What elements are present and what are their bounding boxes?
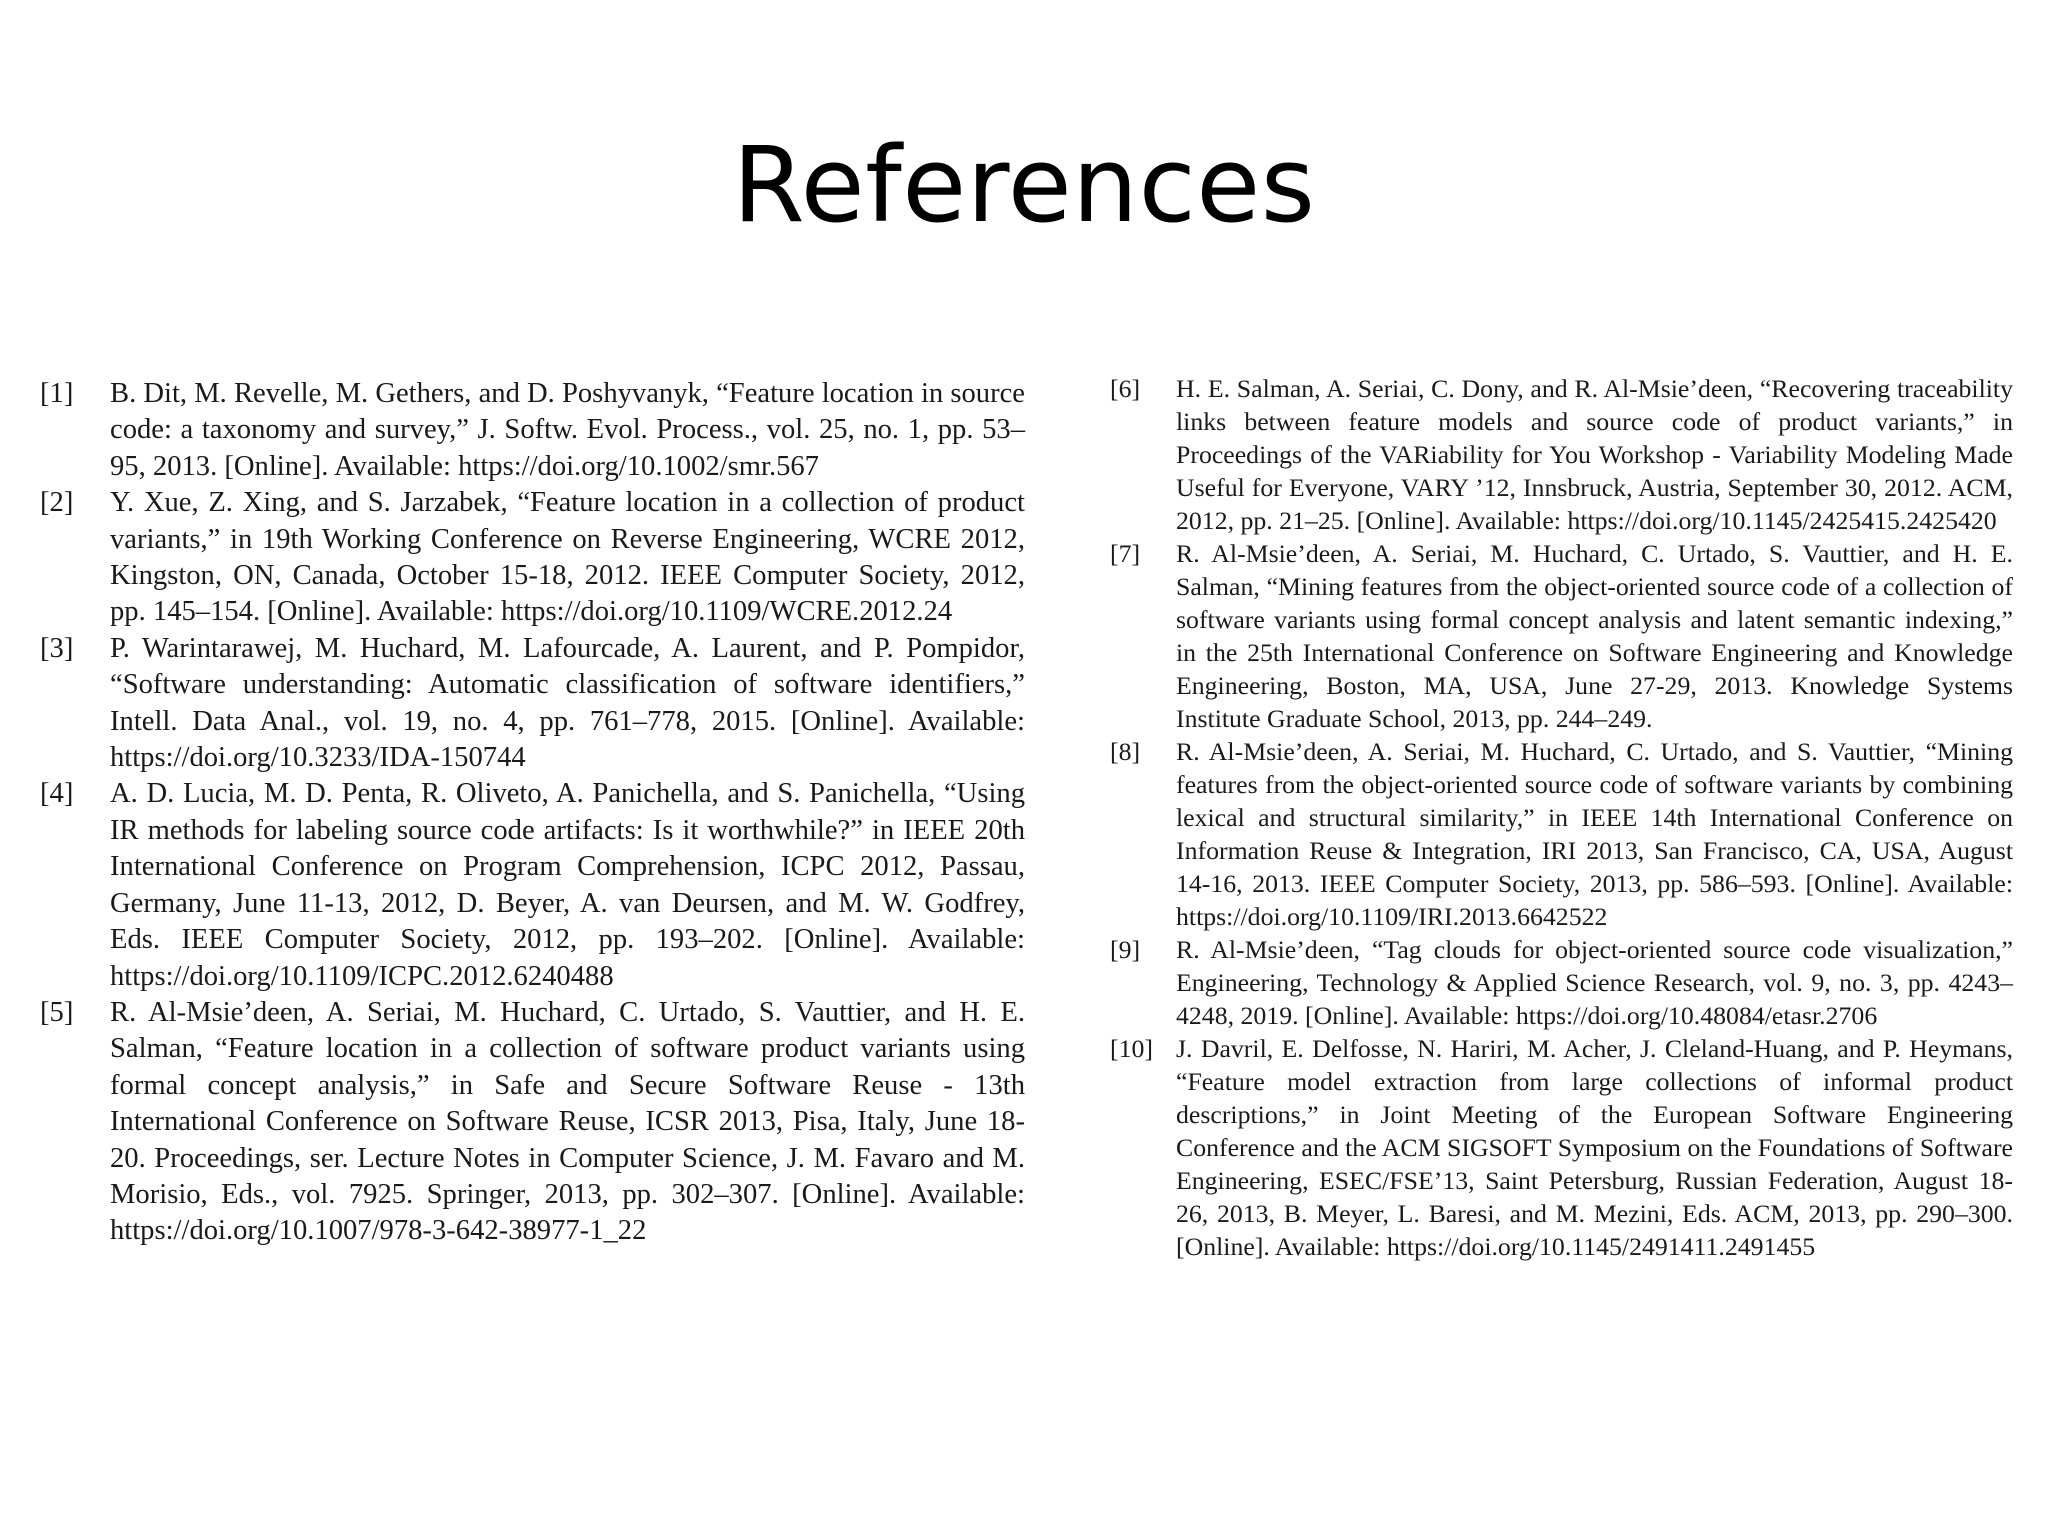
reference-text: J. Davril, E. Delfosse, N. Hariri, M. Acher, J. Cleland-Huang, and P. Heymans, “Feature model extraction from large collections of informal product descriptions,” in Joint Meeting of the European Software Engineering Conference and the ACM SIGSOFT Symposium on the Foundations of Software Engineering, ESEC/FSE’13, Saint Petersburg, Russian Federation, August 18-26, 2013, B. Meyer, L. Baresi, and M. Mezini, Eds. ACM, 2013, pp. 290–300. [Online]. Available: https://doi.org/10.1145/2491411.2491455 [1176, 1034, 2013, 1261]
reference-item [1110, 735, 2013, 933]
slide-title: References [732, 124, 1316, 246]
reference-text: R. Al-Msie’deen, A. Seriai, M. Huchard, C. Urtado, S. Vauttier, and H. E. Salman, “Mining features from the object-oriented source code of a collection of software variants using formal concept analysis and latent semantic indexing,” in the 25th International Conference on Software Engineering and Knowledge Engineering, Boston, MA, USA, June 27-29, 2013. Knowledge Systems Institute Graduate School, 2013, pp. 244–249. [1176, 539, 2013, 733]
reference-item [40, 631, 1025, 777]
reference-number: [5] [40, 996, 74, 1028]
reference-item [40, 995, 1025, 1250]
reference-text: R. Al-Msie’deen, A. Seriai, M. Huchard, C. Urtado, and S. Vauttier, “Mining features from the object-oriented source code of software variants by combining lexical and structural similarity,” in IEEE 14th International Conference on Information Reuse & Integration, IRI 2013, San Francisco, CA, USA, August 14-16, 2013. IEEE Computer Society, 2013, pp. 586–593. [Online]. Available: https://doi.org/10.1109/IRI.2013.6642522 [1176, 737, 2013, 931]
references-right-column [1110, 372, 2013, 1263]
reference-text: Y. Xue, Z. Xing, and S. Jarzabek, “Feature location in a collection of product variants,” in 19th Working Conference on Reverse Engineering, WCRE 2012, Kingston, ON, Canada, October 15-18, 2012. IEEE Computer Society, 2012, pp. 145–154. [Online]. Available: https://doi.org/10.1109/WCRE.2012.24 [110, 487, 1025, 628]
reference-text: A. D. Lucia, M. D. Penta, R. Oliveto, A. Panichella, and S. Panichella, “Using IR methods for labeling source code artifacts: Is it worthwhile?” in IEEE 20th International Conference on Program Comprehension, ICPC 2012, Passau, Germany, June 11-13, 2012, D. Beyer, A. van Deursen, and M. W. Godfrey, Eds. IEEE Computer Society, 2012, pp. 193–202. [Online]. Available: https://doi.org/10.1109/ICPC.2012.6240488 [110, 778, 1025, 992]
reference-number: [6] [1110, 374, 1141, 403]
reference-number: [7] [1110, 539, 1141, 568]
references-left-column [40, 376, 1025, 1250]
reference-number: [4] [40, 778, 74, 810]
reference-item [40, 776, 1025, 994]
reference-item [1110, 933, 2013, 1032]
reference-number: [10] [1110, 1034, 1153, 1063]
reference-text: R. Al-Msie’deen, “Tag clouds for object-oriented source code visualization,” Engineering, Technology & Applied Science Research, vol. 9, no. 3, pp. 4243–4248, 2019. [Online]. Available: https://doi.org/10.48084/etasr.2706 [1176, 935, 2013, 1030]
reference-number: [1] [40, 378, 74, 409]
reference-text: P. Warintarawej, M. Huchard, M. Lafourcade, A. Laurent, and P. Pompidor, “Software understanding: Automatic classification of software identifiers,” Intell. Data Anal., vol. 19, no. 4, pp. 761–778, 2015. [Online]. Available: https://doi.org/10.3233/IDA-150744 [110, 632, 1025, 774]
reference-item [40, 485, 1025, 631]
reference-number: [8] [1110, 737, 1141, 766]
reference-text: R. Al-Msie’deen, A. Seriai, M. Huchard, C. Urtado, S. Vauttier, and H. E. Salman, “Feature location in a collection of software product variants using formal concept analysis,” in Safe and Secure Software Reuse - 13th International Conference on Software Reuse, ICSR 2013, Pisa, Italy, June 18-20. Proceedings, ser. Lecture Notes in Computer Science, J. M. Favaro and M. Morisio, Eds., vol. 7925. Springer, 2013, pp. 302–307. [Online]. Available: https://doi.org/10.1007/978-3-642-38977-1_22 [110, 996, 1025, 1247]
reference-number: [9] [1110, 935, 1141, 964]
reference-item [40, 376, 1025, 485]
reference-item [1110, 1032, 2013, 1263]
reference-number: [3] [40, 632, 74, 664]
reference-item [1110, 537, 2013, 735]
reference-item [1110, 372, 2013, 537]
reference-text: H. E. Salman, A. Seriai, C. Dony, and R. Al-Msie’deen, “Recovering traceability links between feature models and source code of product variants,” in Proceedings of the VARiability for You Workshop - Variability Modeling Made Useful for Everyone, VARY ’12, Innsbruck, Austria, September 30, 2012. ACM, 2012, pp. 21–25. [Online]. Available: https://doi.org/10.1145/2425415.2425420 [1176, 374, 2013, 535]
reference-text: B. Dit, M. Revelle, M. Gethers, and D. Poshyvanyk, “Feature location in source code: a taxonomy and survey,” J. Softw. Evol. Process., vol. 25, no. 1, pp. 53–95, 2013. [Online]. Available: https://doi.org/10.1002/smr.567 [110, 378, 1025, 482]
reference-number: [2] [40, 487, 74, 519]
